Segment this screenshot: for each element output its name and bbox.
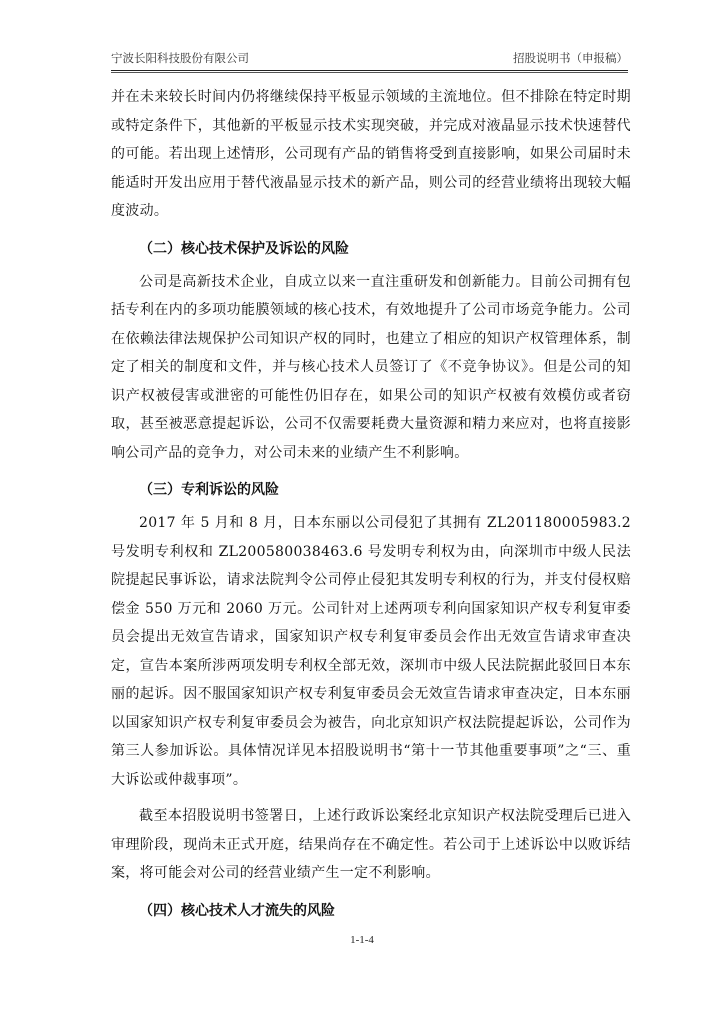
page-number: 1-1-4: [350, 934, 374, 946]
header-rule: [111, 70, 628, 71]
document-body: [111, 83, 631, 926]
page-header: [111, 50, 628, 68]
paragraph-tech-protection: 公司是高新技术企业，自成立以来一直注重研发和创新能力。目前公司拥有包括专利在内的多项功能膜领域的核心技术，有效地提升了公司市场竞争能力。公司在依赖法律法规保护公司知识产权的同时，也建立了相应的知识产权管理体系，制定了相关的制度和文件，并与核心技术人员签订了《不竞争协议》。但是公司的知识产权被侵害或泄密的可能性仍旧存在，如果公司的知识产权被有效模仿或者窃取，甚至被恶意提起诉讼，公司不仅需要耗费大量资源和精力来应对，也将直接影响公司产品的竞争力，对公司未来的业绩产生不利影响。: [111, 273, 631, 461]
section-heading-talent-loss: （四）核心技术人才流失的风险: [139, 902, 335, 919]
paragraph-display-tech-risk: 并在未来较长时间内仍将继续保持平板显示领域的主流地位。但不排除在特定时期或特定条件下，其他新的平板显示技术实现突破，并完成对液晶显示技术快速替代的可能。若出现上述情形，公司现有产品的销售将受到直接影响，如果公司届时未能适时开发出应用于替代液晶显示技术的新产品，则公司的经营业绩将出现较大幅度波动。: [111, 89, 631, 219]
header-document-title: 招股说明书（申报稿）: [513, 51, 628, 65]
section-heading-patent-litigation: （三）专利诉讼的风险: [139, 482, 279, 498]
paragraph-patent-litigation: 2017 年 5 月和 8 月，日本东丽以公司侵犯了其拥有 ZL201180005983.2 号发明专利权和 ZL200580038463.6 号发明专利权为由，向深圳市中级人民法院提起民事诉讼，请求法院判令公司停止侵犯其发明专利权的行为，并支付侵权赔偿金 550 万元和 2060 万元。公司针对上述两项专利向国家知识产权专利复审委员会提出无效宣告请求，国家知识产权专利复审委员会作出无效宣告请求审查决定，宣告本案所涉两项发明专利权全部无效，深圳市中级人民法院据此驳回日本东丽的起诉。因不服国家知识产权专利复审委员会无效宣告请求审查决定，日本东丽以国家知识产权专利复审委员会为被告，向北京知识产权法院提起诉讼，公司作为第三人参加诉讼。具体情况详见本招股说明书“第十一节其他重要事项”之“三、重大诉讼或仲裁事项”。: [111, 515, 631, 788]
header-company-name: 宁波长阳科技股份有限公司: [111, 51, 249, 65]
section-heading-tech-protection: （二）核心技术保护及诉讼的风险: [139, 240, 349, 257]
paragraph-litigation-status: 截至本招股说明书签署日，上述行政诉讼案经北京知识产权法院受理后已进入审理阶段，现尚未正式开庭，结果尚存在不确定性。若公司于上述诉讼中以败诉结案，将可能会对公司的经营业绩产生一定不利影响。: [111, 808, 631, 881]
header-rule-thin: [111, 72, 628, 73]
